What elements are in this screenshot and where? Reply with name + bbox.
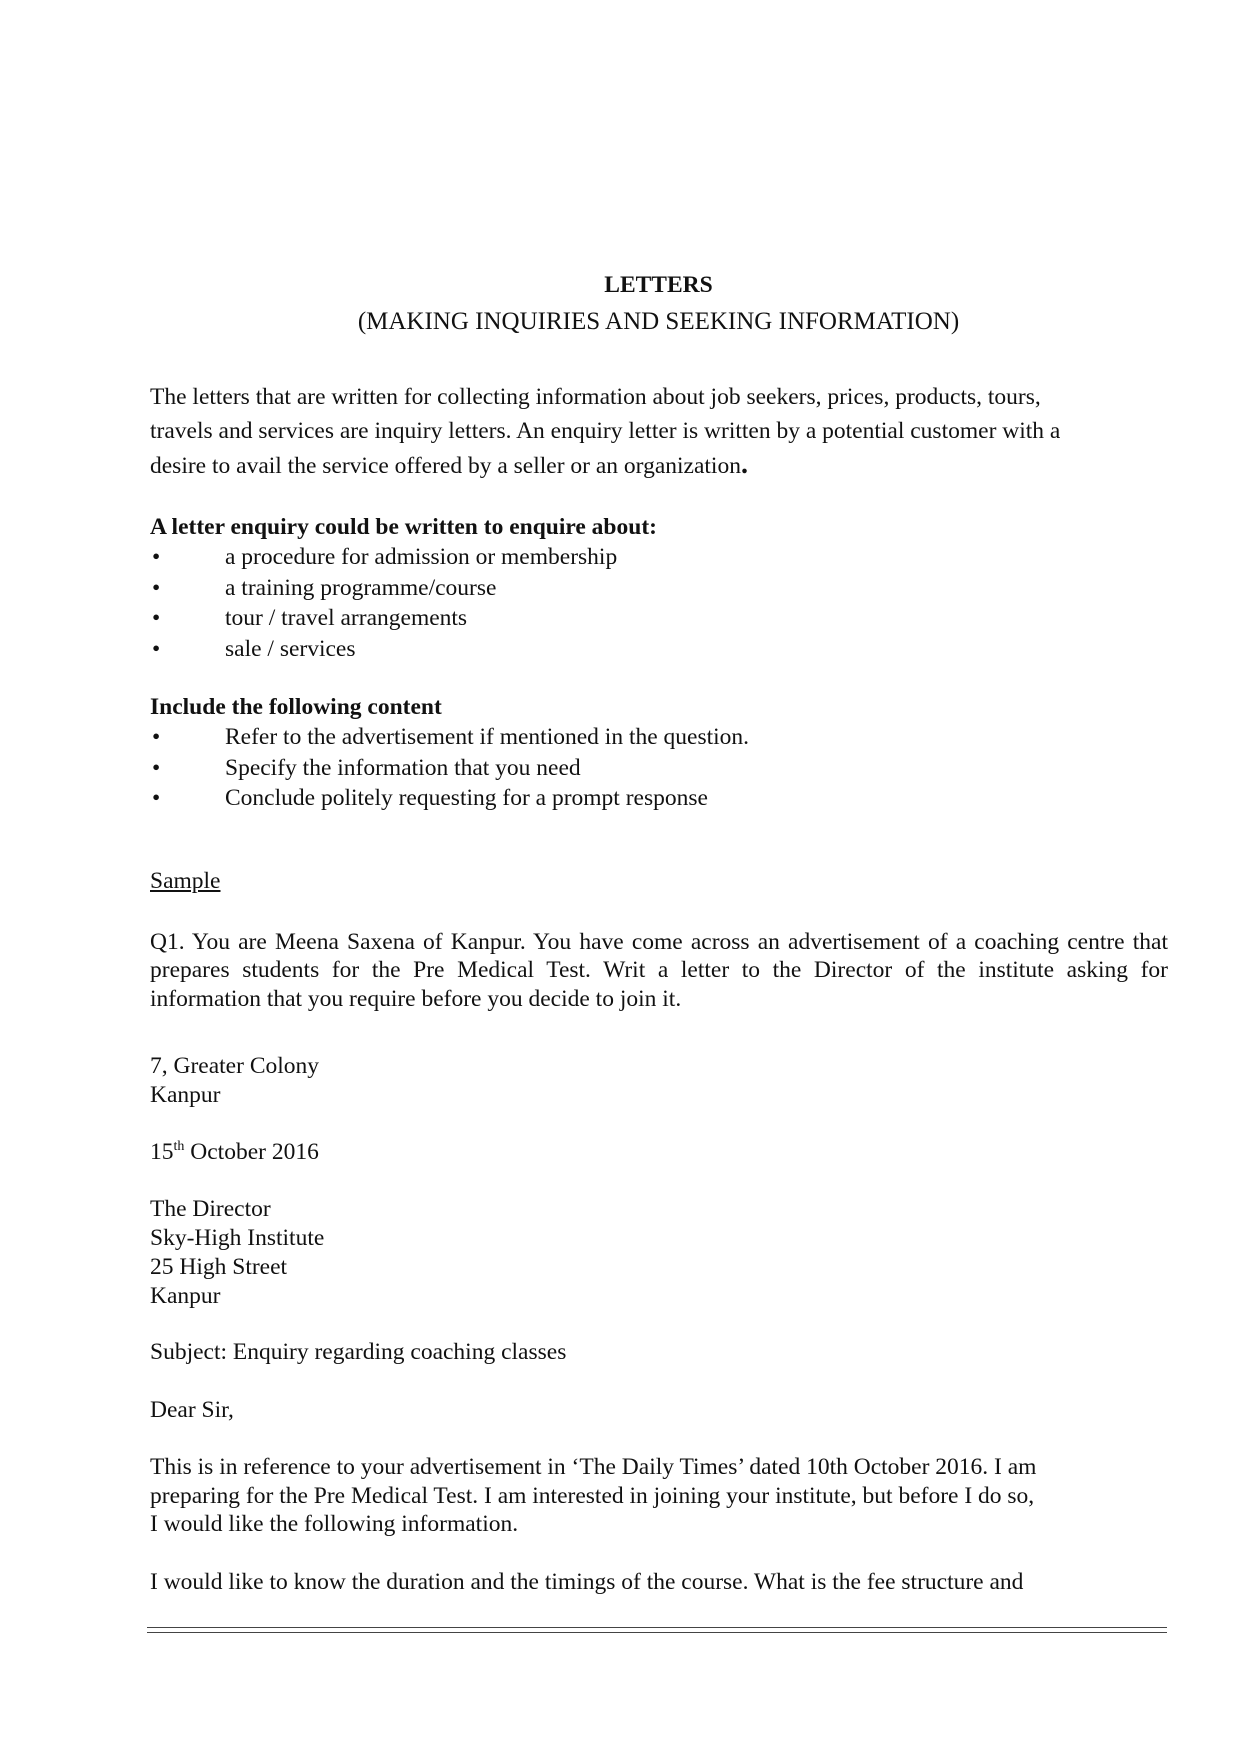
intro-end-mark: . [740,449,748,480]
enquiry-list [150,543,657,665]
bullet-icon: • [152,754,161,781]
question-text: Q1. You are Meena Saxena of Kanpur. You have come across an advertisement of a coaching centre that prepares students for the Pre Medical Test. Writ a letter to the Director of the institute asking for information that you require before you decide to join it. [150,929,1168,1012]
intro-line: desire to avail the service offered by a seller or an organization. [150,449,748,480]
intro-line: The letters that are written for collecting information about job seekers, prices, products, tours, [150,384,1041,410]
list-item: • a training programme/course [150,574,657,605]
bullet-icon: • [152,544,161,570]
letter-date: 15th October 2016 [150,1139,319,1165]
footer-rule [147,1627,1167,1628]
page-title: LETTERS [604,272,713,298]
address-line: Sky-High Institute [150,1225,325,1251]
bullet-icon: • [152,724,161,750]
footer-rule [147,1632,1167,1633]
list-item: • Specify the information that you need [150,754,749,785]
bullet-icon: • [152,574,161,601]
address-line: Kanpur [150,1283,221,1309]
address-line: The Director [150,1196,271,1222]
enquiry-heading: A letter enquiry could be written to enquire about: [150,514,657,540]
bullet-icon: • [152,605,161,631]
list-item: • a procedure for admission or membership [150,543,657,574]
recipient-address [150,1195,324,1311]
list-item: • tour / travel arrangements [150,604,657,635]
content-heading: Include the following content [150,694,442,720]
letter-body-paragraph: I would like to know the duration and the timings of the course. What is the fee structure and [150,1569,1024,1595]
body-line: I would like the following information. [150,1511,519,1537]
letter-salutation: Dear Sir, [150,1397,234,1423]
page-subtitle: (MAKING INQUIRIES AND SEEKING INFORMATION) [357,308,960,335]
enquiry-section [150,513,657,665]
letter-body-paragraph [150,1453,1036,1539]
sample-label: Sample [150,868,221,894]
content-section [150,693,749,815]
intro-line: travels and services are inquiry letters. An enquiry letter is written by a potential customer with a [150,417,1061,444]
sender-address [150,1052,319,1110]
address-line: Kanpur [150,1082,221,1108]
bullet-icon: • [152,635,161,662]
body-line: preparing for the Pre Medical Test. I am interested in joining your institute, but before I do so, [150,1482,1035,1509]
list-item: • sale / services [150,635,657,666]
intro-paragraph [150,381,1060,484]
content-list [150,723,749,815]
body-line: This is in reference to your advertisement in ‘The Daily Times’ dated 10th October 2016. I am [150,1454,1037,1480]
list-item: • Conclude politely requesting for a prompt response [150,784,749,815]
bullet-icon: • [152,785,161,811]
address-line: 25 High Street [150,1254,288,1280]
list-item: • Refer to the advertisement if mentioned in the question. [150,723,749,754]
address-line: 7, Greater Colony [150,1053,320,1079]
letter-subject: Subject: Enquiry regarding coaching classes [150,1339,567,1365]
